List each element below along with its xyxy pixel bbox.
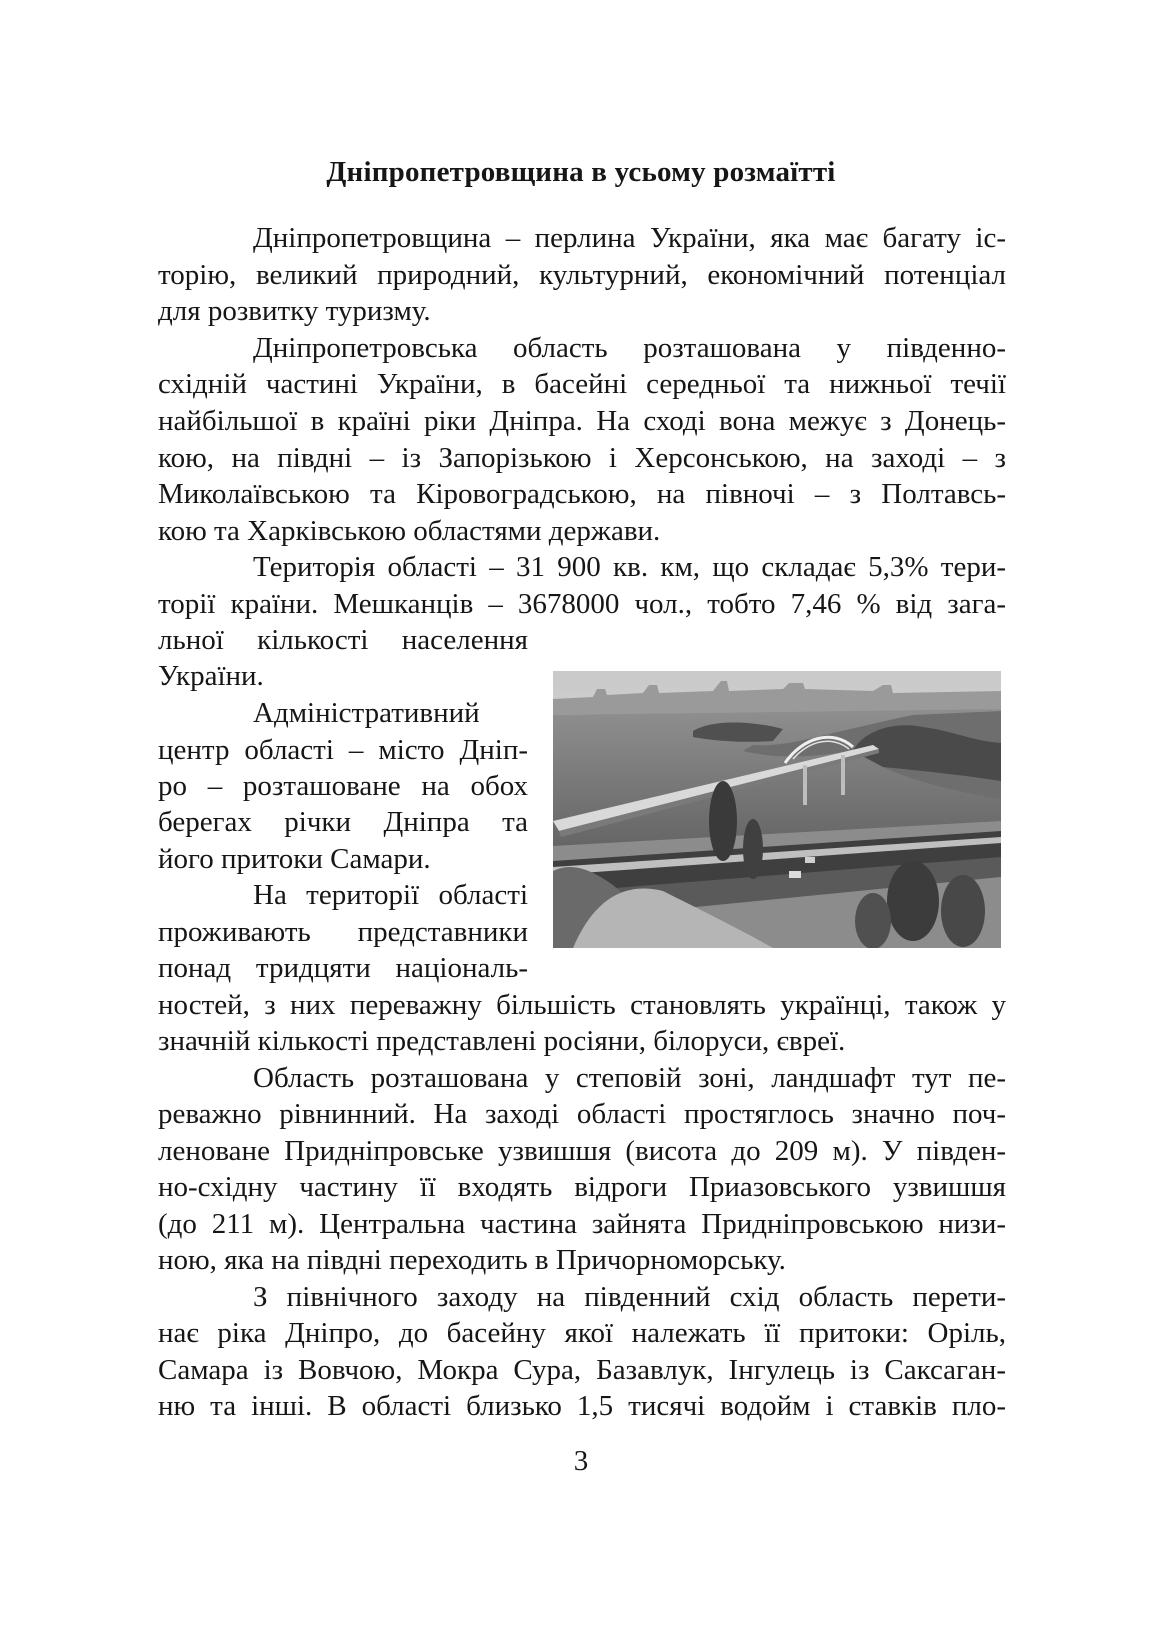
text-line: Територія області – 31 900 кв. км, що складає 5,3% тери- xyxy=(253,551,1006,583)
text-line: кою та Харківською областями держави. xyxy=(158,515,661,547)
text-line: понад тридцяти національ- xyxy=(158,952,528,984)
text-line: Миколаївською та Кіровоградською, на півночі – з Полтавсь- xyxy=(158,478,1006,510)
text-line: На території області xyxy=(253,879,528,911)
text-line: торії країни. Мешканців – 3678000 чол., тобто 7,46 % від зага- xyxy=(158,588,1006,620)
text-line: Область розташована у степовій зоні, ландшафт тут пе- xyxy=(253,1062,1006,1094)
text-line: центр області – місто Дніп- xyxy=(158,734,528,766)
text-line: кою, на півдні – із Запорізькою і Херсонською, на заході – з xyxy=(158,442,1006,474)
text-line: східній частині України, в басейні середньої та нижньої течії xyxy=(158,368,1006,400)
text-line: для розвитку туризму. xyxy=(158,295,431,327)
text-line: проживають представники xyxy=(158,916,528,948)
text-line: Дніпропетровська область розташована у південно- xyxy=(253,332,1006,364)
text-line: торію, великий природний, культурний, економічний потенціал xyxy=(158,259,1006,291)
text-line: його притоки Самари. xyxy=(158,843,431,875)
text-line: реважно рівнинний. На заході області простяглось значно поч- xyxy=(158,1098,1006,1130)
text-line: найбільшої в країні ріки Дніпра. На сході вона межує з Донець- xyxy=(158,405,1006,437)
text-line: берегах річки Дніпра та xyxy=(158,806,528,838)
text-line: (до 211 м). Центральна частина зайнята Придніпровською низи- xyxy=(158,1208,1006,1240)
text-line: ню та інші. В області близько 1,5 тисячі водойм і ставків пло- xyxy=(158,1390,1006,1422)
text-line: но-східну частину її входять відроги Приазовського узвишшя xyxy=(158,1171,1006,1203)
text-line: ною, яка на півдні переходить в Причорноморську. xyxy=(158,1244,786,1276)
text-line: України. xyxy=(158,660,264,692)
text-line: нає ріка Дніпро, до басейну якої належать її притоки: Оріль, xyxy=(158,1317,1006,1349)
text-line: Адміністративний xyxy=(253,697,480,729)
text-line: Самара із Вовчою, Мокра Сура, Базавлук, Інгулець із Саксаган- xyxy=(158,1354,1006,1386)
text-line: ностей, з них переважну більшість становлять українці, також у xyxy=(158,989,1006,1021)
text-line: Дніпропетровщина – перлина України, яка має багату іс- xyxy=(253,222,1006,254)
page-title: Дніпропетровщина в усьому розмаїтті xyxy=(326,156,836,188)
river-bridge-photo xyxy=(553,671,1001,948)
text-line: льної кількості населення xyxy=(158,624,528,656)
text-line: леноване Придніпровське узвишшя (висота до 209 м). У півден- xyxy=(158,1135,1006,1167)
text-line: ро – розташоване на обох xyxy=(158,770,528,802)
text-line: значній кількості представлені росіяни, білоруси, євреї. xyxy=(158,1025,846,1057)
text-line: З північного заходу на південний схід область перети- xyxy=(253,1281,1006,1313)
page-number: 3 xyxy=(573,1445,589,1477)
